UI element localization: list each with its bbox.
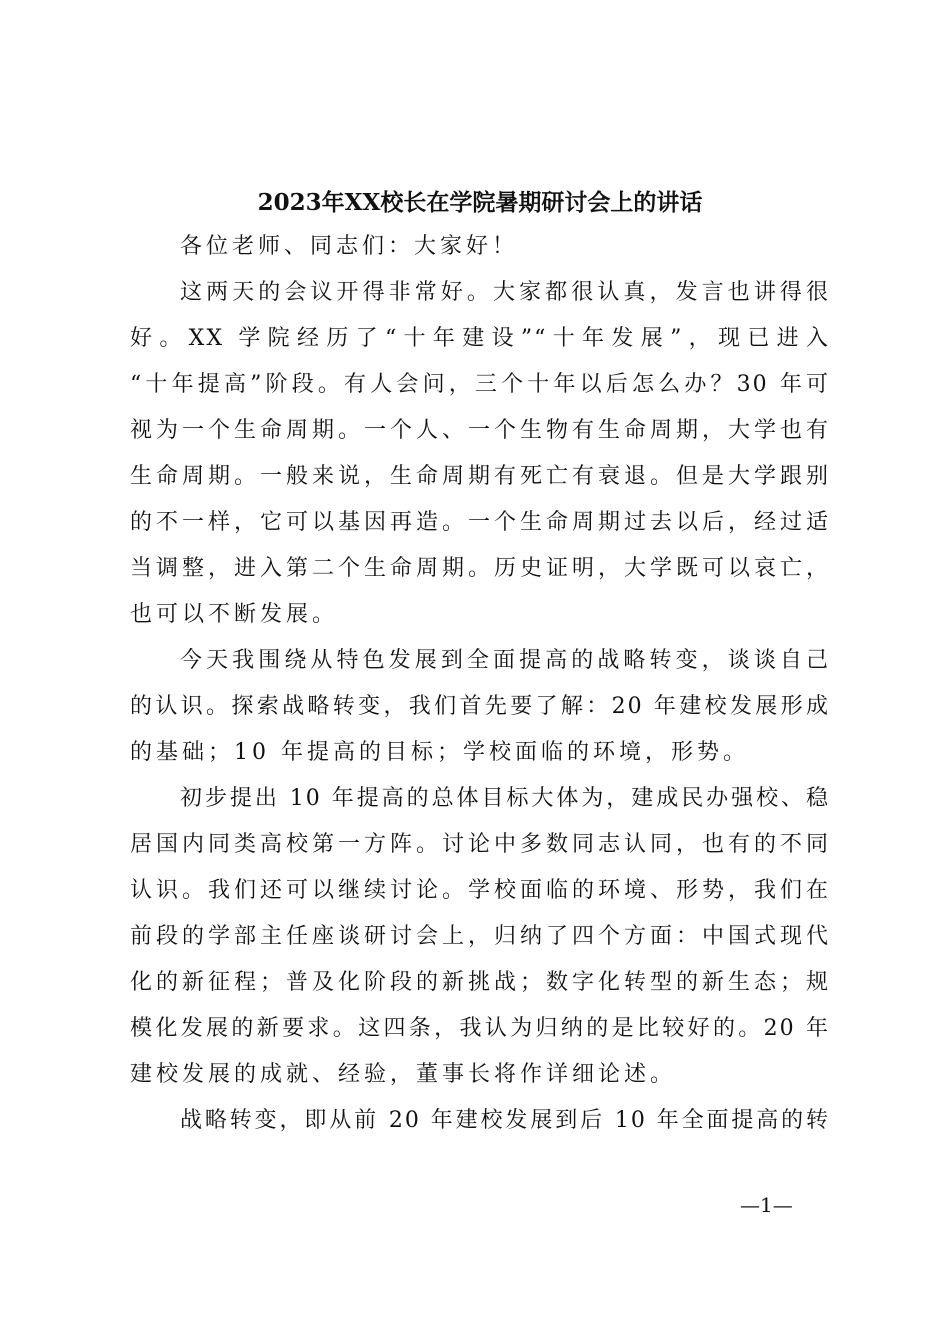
- text-line: 认识。我们还可以继续讨论。学校面临的环境、形势，我们在: [130, 878, 830, 903]
- paragraph: [130, 1098, 830, 1144]
- text-line: 当调整，进入第二个生命周期。历史证明，大学既可以哀亡，: [130, 556, 830, 581]
- text-line: 的基础；10 年提高的目标；学校面临的环境，形势。: [130, 740, 749, 765]
- text-line: 各位老师、同志们：大家好！: [180, 234, 519, 259]
- text-line: 化的新征程；普及化阶段的新挑战；数字化转型的新生态；规: [130, 970, 830, 995]
- text-line: 视为一个生命周期。一个人、一个生物有生命周期，大学也有: [130, 418, 830, 443]
- text-line: 初步提出 10 年提高的总体目标大体为，建成民办强校、稳: [180, 786, 830, 811]
- paragraph-greeting: [130, 224, 830, 270]
- text-line: 模化发展的新要求。这四条，我认为归纳的是比较好的。20 年: [130, 1016, 830, 1041]
- paragraph: [130, 776, 830, 1098]
- text-line: 居国内同类高校第一方阵。讨论中多数同志认同，也有的不同: [130, 832, 830, 857]
- text-line: 的认识。探索战略转变，我们首先要了解：20 年建校发展形成: [130, 694, 830, 719]
- text-line: 好。XX 学院经历了“十年建设”“十年发展”，现已进入: [130, 326, 830, 351]
- document-title: 2023年XX校长在学院暑期研讨会上的讲话: [257, 189, 703, 216]
- text-line: 战略转变，即从前 20 年建校发展到后 10 年全面提高的转: [180, 1108, 830, 1133]
- text-line: 的不一样，它可以基因再造。一个生命周期过去以后，经过适: [130, 510, 830, 535]
- paragraph: [130, 638, 830, 776]
- document-body: [130, 224, 830, 1144]
- page-number: —1—: [740, 1193, 793, 1217]
- text-line: 今天我围绕从特色发展到全面提高的战略转变，谈谈自己: [180, 648, 830, 673]
- text-line: 前段的学部主任座谈研讨会上，归纳了四个方面：中国式现代: [130, 924, 830, 949]
- text-line: 这两天的会议开得非常好。大家都很认真，发言也讲得很: [180, 280, 830, 305]
- text-line: 生命周期。一般来说，生命周期有死亡有衰退。但是大学跟别: [130, 464, 830, 489]
- text-line: 也可以不断发展。: [130, 602, 339, 627]
- paragraph: [130, 270, 830, 638]
- text-line: 建校发展的成就、经验，董事长将作详细论述。: [130, 1062, 677, 1087]
- text-line: “十年提高”阶段。有人会问，三个十年以后怎么办？30 年可: [130, 372, 830, 397]
